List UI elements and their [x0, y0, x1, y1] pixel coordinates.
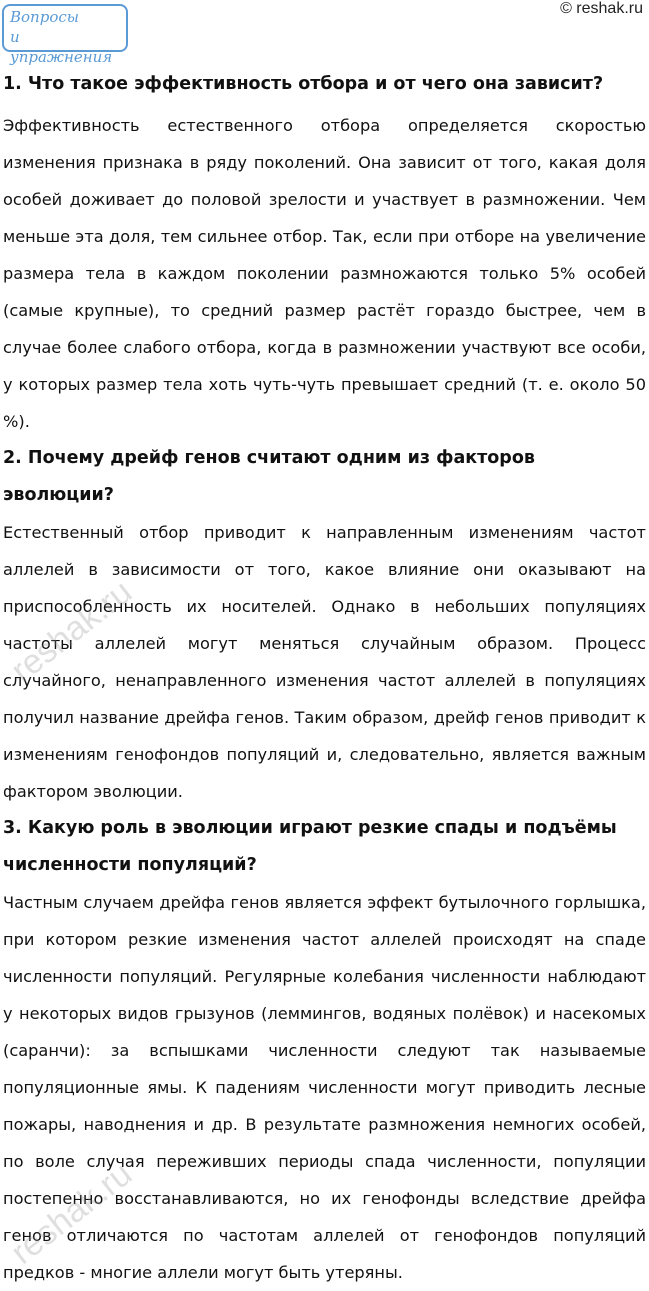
question-2: 2. Почему дрейф генов считают одним из факторов эволюции? [3, 448, 535, 505]
source-label: © reshak.ru [560, 0, 643, 17]
question-3: 3. Какую роль в эволюции играют резкие спады и подъёмы численности популяций? [3, 818, 617, 875]
section-badge [2, 4, 128, 66]
question-1: 1. Что такое эффективность отбора и от чего она зависит? [3, 74, 604, 94]
qa-content [3, 66, 646, 1291]
answer-1: Эффективность естественного отбора определяется скоростью изменения признака в ряду поколений. Она зависит от того, какая доля особей доживает до половой зрелости и участвует в размножении. Чем меньше эта доля, тем сильнее отбор. Так, если при отборе на увеличение размера тела в каждом поколении размножаются только 5% особей (самые крупные), то средний размер растёт гораздо быстрее, чем в случае более слабого отбора, когда в размножении участвуют все особи, у которых размер тела хоть чуть-чуть превышает средний (т. е. около 50 %). [3, 116, 646, 431]
answer-2: Естественный отбор приводит к направленным изменениям частот аллелей в зависимости от того, какое влияние они оказывают на приспособленность их носителей. Однако в небольших популяциях частоты аллелей могут меняться случайным образом. Процесс случайного, ненаправленного изменения частот аллелей в популяциях получил название дрейфа генов. Таким образом, дрейф генов приводит к изменениям генофондов популяций и, следовательно, является важным фактором эволюции. [3, 523, 646, 801]
answer-3: Частным случаем дрейфа генов является эффект бутылочного горлышка, при котором резкие изменения частот аллелей происходят на спаде численности популяций. Регулярные колебания численности наблюдают у некоторых видов грызунов (леммингов, водяных полёвок) и насекомых (саранчи): за вспышками численности следуют так называемые популяционные ямы. К падениям численности могут приводить лесные пожары, наводнения и др. В результате размножения немногих особей, по воле случая переживших периоды спада численности, популяции постепенно восстанавливаются, но их генофонды вследствие дрейфа генов отличаются по частотам аллелей от генофондов популяций предков - многие аллели могут быть утеряны. [3, 893, 646, 1282]
section-badge-line1: Вопросы [10, 8, 79, 26]
section-badge-line2: и упражнения [10, 28, 113, 66]
watermark: reshak.ru [4, 572, 140, 690]
watermark: reshak.ru [4, 1154, 140, 1272]
